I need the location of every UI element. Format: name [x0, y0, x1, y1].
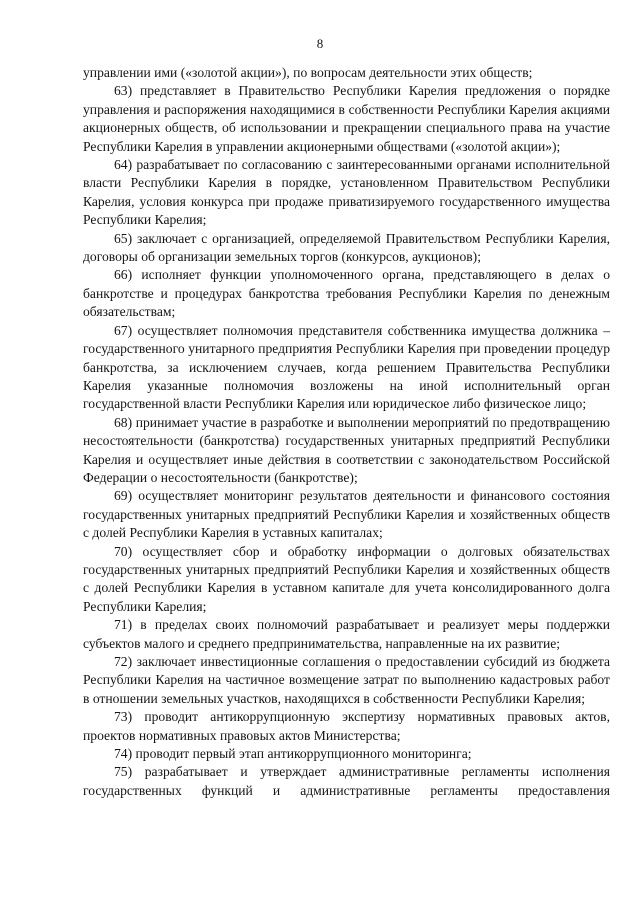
paragraph-item-73: 73) проводит антикоррупционную экспертизу нормативных правовых актов, проектов нормативных правовых актов Министерства;	[83, 709, 610, 743]
paragraph-item-63: 63) представляет в Правительство Республики Карелия предложения о порядке управления и распоряжения находящимися в собственности Республики Карелия акциями акционерных обществ, об использовании и прекращении специального права на участие Республики Карелия в управлении акционерными обществами («золотой акции»);	[83, 83, 610, 154]
paragraph-continuation: управлении ими («золотой акции»), по вопросам деятельности этих обществ;	[83, 65, 533, 80]
paragraph-item-75: 75) разрабатывает и утверждает административные регламенты исполнения государственных функций и административные регламенты предоставления	[83, 764, 610, 798]
page-number: 8	[316, 36, 324, 51]
paragraph-item-68: 68) принимает участие в разработке и выполнении мероприятий по предотвращению несостоятельности (банкротства) государственных унитарных предприятий Республики Карелия и осуществляет иные действия в соответствии с законодательством Российской Федерации о несостоятельности (банкротстве);	[83, 414, 610, 485]
document-body	[83, 64, 610, 800]
paragraph-item-64: 64) разрабатывает по согласованию с заинтересованными органами исполнительной власти Республики Карелия в порядке, установленном Правительством Республики Карелия, условия конкурса при продаже приватизируемого государственного имущества Республики Карелия;	[83, 157, 610, 228]
paragraph-item-71: 71) в пределах своих полномочий разрабатывает и реализует меры поддержки субъектов малого и среднего предпринимательства, направленные на их развитие;	[83, 617, 610, 651]
paragraph-item-74: 74) проводит первый этап антикоррупционного мониторинга;	[114, 746, 472, 762]
paragraph-item-65: 65) заключает с организацией, определяемой Правительством Республики Карелия, договоры об организации земельных торгов (конкурсов, аукционов);	[83, 230, 610, 265]
paragraph-item-70: 70) осуществляет сбор и обработку информации о долговых обязательствах государственных унитарных предприятий Республики Карелия и хозяйственных обществ с долей Республики Карелия в уставном капитале для учета консолидированного долга Республики Карелия;	[83, 543, 610, 614]
paragraph-item-67: 67) осуществляет полномочия представителя собственника имущества должника – государственного унитарного предприятия Республики Карелия при проведении процедур банкротства, за исключением случаев, когда решением Правительства Республики Карелия указанные полномочия возложены на иной исполнительный орган государственной власти Республики Карелия или юридическое либо физическое лицо;	[83, 322, 610, 412]
paragraph-item-72: 72) заключает инвестиционные соглашения о предоставлении субсидий из бюджета Республики Карелия на частичное возмещение затрат по выполнению кадастровых работ в отношении земельных участков, находящихся в собственности Республики Карелия;	[83, 654, 610, 706]
paragraph-item-66: 66) исполняет функции уполномоченного органа, представляющего в делах о банкротстве и процедурах банкротства требования Республики Карелия по денежным обязательствам;	[83, 267, 610, 320]
paragraph-item-69: 69) осуществляет мониторинг результатов деятельности и финансового состояния государственных унитарных предприятий Республики Карелия и хозяйственных обществ с долей Республики Карелия в уставных капиталах;	[83, 488, 610, 541]
